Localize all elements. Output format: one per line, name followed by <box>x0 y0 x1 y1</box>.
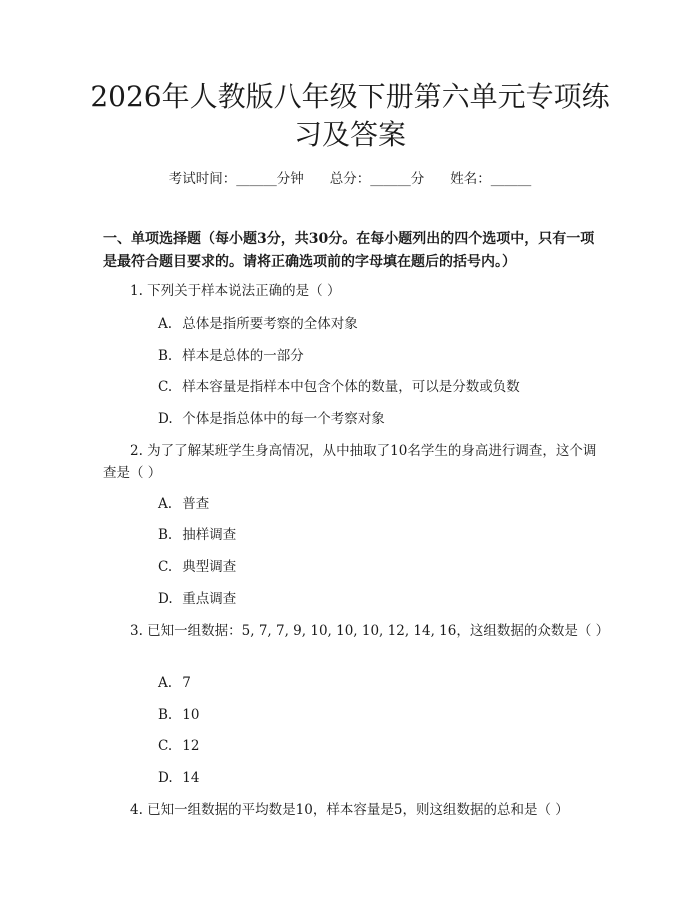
option-3a <box>158 673 598 693</box>
document-title: 2026年人教版八年级下册第六单元专项练习及答案 <box>90 80 610 151</box>
option-text: 典型调查 <box>182 559 237 575</box>
question-stem-4: 4. 已知一组数据的平均数是10，样本容量是5，则这组数据的总和是（ ） <box>130 802 569 818</box>
option-text: 7 <box>182 675 191 691</box>
option-text: 10 <box>182 707 200 723</box>
option-text: 个体是指总体中的每一个考察对象 <box>182 411 385 427</box>
option-letter: B. <box>158 527 173 543</box>
option-letter: A. <box>158 675 173 691</box>
option-text: 样本容量是指样本中包含个体的数量，可以是分数或负数 <box>182 379 520 395</box>
student-name-field: 姓名：______ <box>450 171 532 187</box>
option-letter: D. <box>158 591 173 607</box>
option-letter: D. <box>158 411 173 427</box>
question-stem-3: 3. 已知一组数据：5, 7, 7, 9, 10, 10, 10, 12, 14, 16，这组数据的众数是（ ） <box>130 623 610 639</box>
option-text: 总体是指所要考察的全体对象 <box>182 316 358 332</box>
option-3d <box>158 768 598 788</box>
option-text: 普查 <box>182 496 210 512</box>
option-letter: B. <box>158 707 173 723</box>
option-1b <box>158 346 598 366</box>
option-letter: C. <box>158 559 173 575</box>
option-letter: C. <box>158 738 173 754</box>
exam-time-field: 考试时间：______分钟 <box>168 171 304 187</box>
section-heading: 一、单项选择题（每小题3分，共30分。在每小题列出的四个选项中，只有一项是最符合题目要求的。请将正确选项前的字母填在题后的括号内。） <box>103 231 595 270</box>
option-text: 14 <box>182 770 200 786</box>
option-2a <box>158 494 598 514</box>
option-letter: C. <box>158 379 173 395</box>
question-stem-2: 2. 为了了解某班学生身高情况，从中抽取了10名学生的身高进行调查，这个调查是（ ） <box>103 443 597 481</box>
option-letter: D. <box>158 770 173 786</box>
option-1d <box>158 409 598 429</box>
option-3c <box>158 736 598 756</box>
option-2b <box>158 525 598 545</box>
option-letter: A. <box>158 316 173 332</box>
option-2c <box>158 557 598 577</box>
option-1a <box>158 314 598 334</box>
total-score-field: 总分：______分 <box>329 171 425 187</box>
question-stem-1: 1. 下列关于样本说法正确的是（ ） <box>130 283 341 299</box>
option-letter: A. <box>158 496 173 512</box>
exam-meta-line <box>0 169 700 189</box>
option-3b <box>158 705 598 725</box>
option-text: 12 <box>182 738 200 754</box>
option-text: 抽样调查 <box>182 527 237 543</box>
option-1c <box>158 377 598 397</box>
option-text: 样本是总体的一部分 <box>182 348 304 364</box>
option-text: 重点调查 <box>182 591 237 607</box>
option-letter: B. <box>158 348 173 364</box>
option-2d <box>158 589 598 609</box>
